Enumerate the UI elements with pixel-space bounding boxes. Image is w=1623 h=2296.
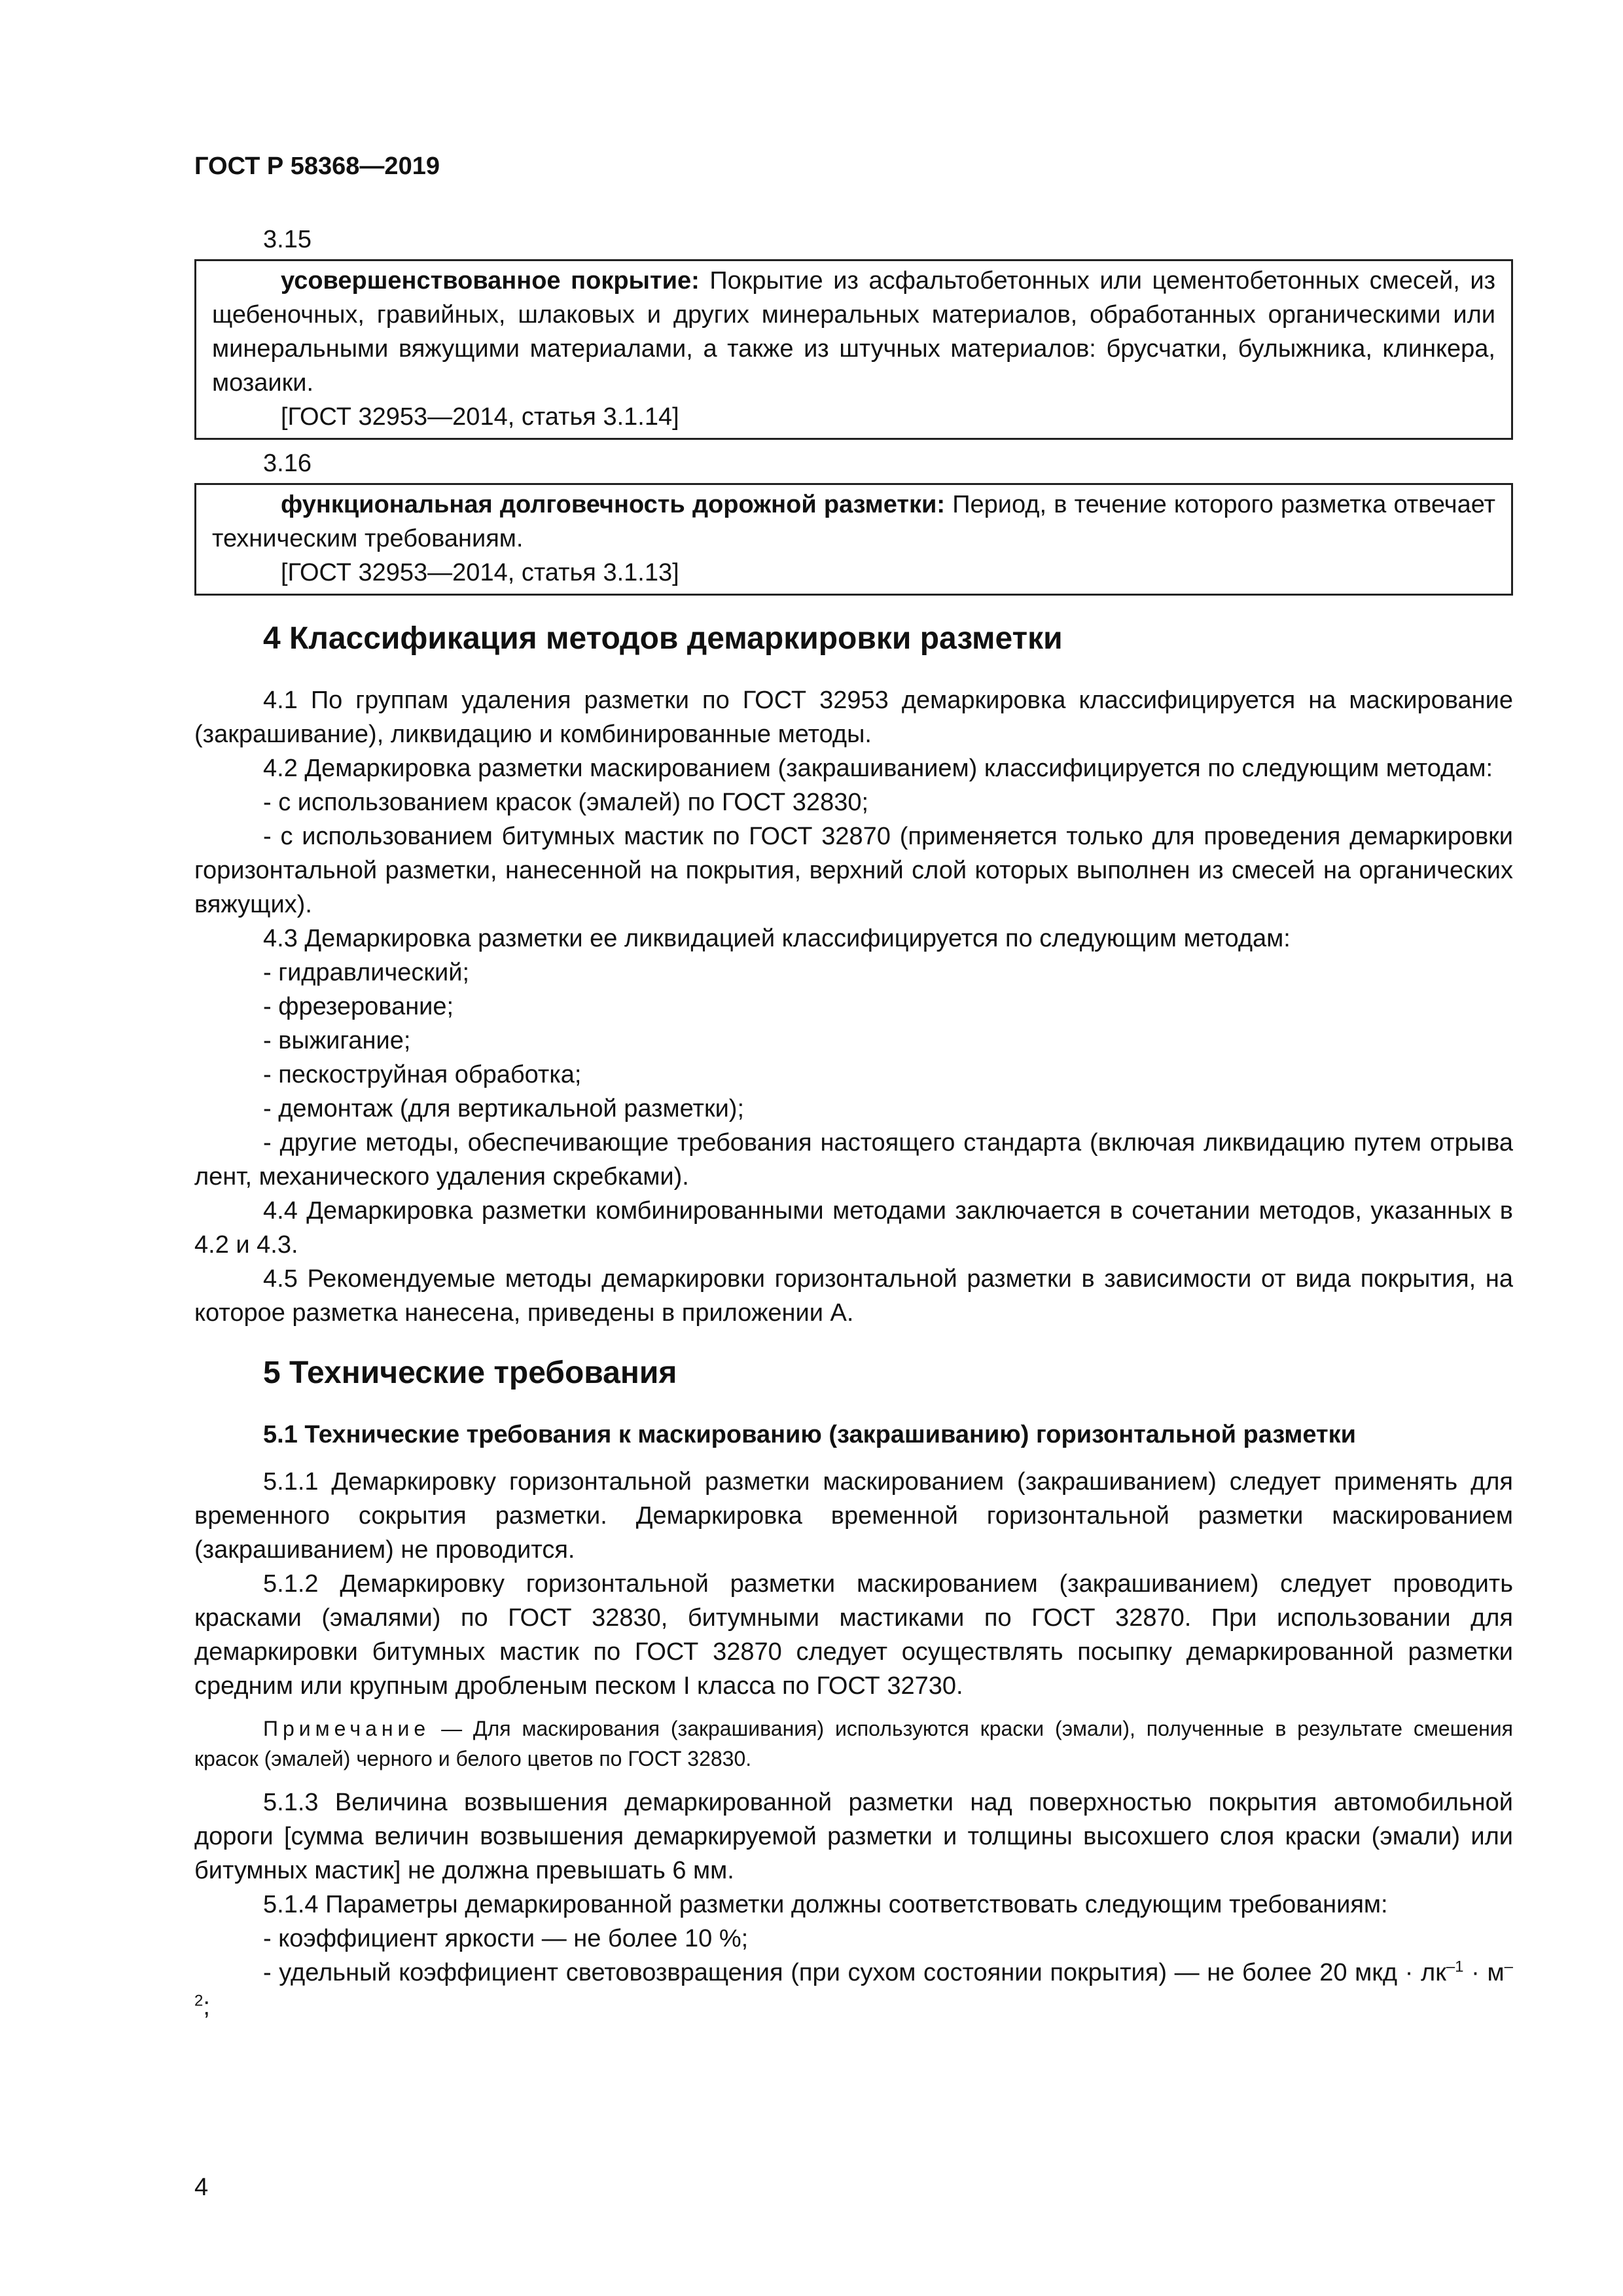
note	[194, 1713, 1513, 1774]
subsection-heading: 5.1 Технические требования к маскированию (закрашиванию) горизонтальной разметки	[263, 1421, 1356, 1448]
term-number: 3.16	[263, 450, 312, 477]
superscript: –2	[194, 1958, 1513, 2010]
note-text: — Для маскирования (закрашивания) используются краски (эмали), полученные в результате смешения красок (эмалей) черного и белого цветов по ГОСТ 32830.	[194, 1717, 1513, 1770]
list-item: - с использованием красок (эмалей) по ГОСТ 32830;	[263, 789, 869, 816]
note-label: Примечание	[263, 1717, 431, 1740]
paragraph: 4.2 Демаркировка разметки маскированием (закрашиванием) классифицируется по следующим методам:	[263, 755, 1493, 782]
term-name: усовершенствованное покрытие:	[281, 267, 700, 295]
list-item: - гидравлический;	[263, 959, 470, 986]
list-item: - демонтаж (для вертикальной разметки);	[263, 1095, 745, 1122]
list-item-text: - удельный коэффициент световозвращения (при сухом состоянии покрытия) — не более 20 мкд · лк	[263, 1959, 1446, 1986]
page-body	[194, 223, 1513, 2024]
list-item: - пескоструйная обработка;	[263, 1061, 582, 1088]
paragraph: 5.1.3 Величина возвышения демаркированной разметки над поверхностью покрытия автомобильной дороги [сумма величин возвышения демаркируемой разметки и толщины высохшего слоя краски (эмали) или битумных мастик] не должна превышать 6 мм.	[194, 1789, 1513, 1884]
list-item: - выжигание;	[263, 1027, 411, 1054]
term-definition	[212, 488, 1495, 556]
list-item-text: · м	[1463, 1959, 1505, 1986]
list-item: - коэффициент яркости — не более 10 %;	[263, 1925, 749, 1952]
paragraph: 5.1.2 Демаркировку горизонтальной разметки маскированием (закрашиванием) следует проводить красками (эмалями) по ГОСТ 32830, битумными мастиками по ГОСТ 32870. При использовании для демаркировки битумных мастик по ГОСТ 32870 следует осуществлять посыпку демаркированной разметки средним или крупным дробленым песком I класса по ГОСТ 32730.	[194, 1570, 1513, 1700]
superscript: –1	[1446, 1958, 1464, 1976]
term-definition	[212, 264, 1495, 400]
section-heading: 5 Технические требования	[263, 1355, 677, 1390]
term-source: [ГОСТ 32953—2014, статья 3.1.13]	[281, 559, 679, 586]
section-heading: 4 Классификация методов демаркировки разметки	[263, 621, 1063, 656]
paragraph: 4.5 Рекомендуемые методы демаркировки горизонтальной разметки в зависимости от вида покрытия, на которое разметка нанесена, приведены в приложении А.	[194, 1265, 1513, 1327]
list-item: - с использованием битумных мастик по ГОСТ 32870 (применяется только для проведения демаркировки горизонтальной разметки, нанесенной на покрытия, верхний слой которых выполнен из смесей на органических вяжущих).	[194, 823, 1513, 918]
page-number: 4	[194, 2174, 209, 2201]
term-definition-box	[194, 483, 1513, 596]
term-name: функциональная долговечность дорожной разметки:	[281, 491, 946, 518]
paragraph: 4.3 Демаркировка разметки ее ликвидацией классифицируется по следующим методам:	[263, 925, 1291, 952]
paragraph: 4.4 Демаркировка разметки комбинированными методами заключается в сочетании методов, указанных в 4.2 и 4.3.	[194, 1197, 1513, 1259]
term-text: Период, в течение которого разметка отвечает техническим требованиям.	[212, 491, 1496, 552]
document-header: ГОСТ Р 58368—2019	[194, 152, 440, 180]
term-definition-box	[194, 259, 1513, 440]
list-item	[194, 1956, 1513, 2024]
list-item-text: ;	[203, 1993, 210, 2020]
term-source: [ГОСТ 32953—2014, статья 3.1.14]	[281, 403, 679, 431]
term-text: Покрытие из асфальтобетонных или цементобетонных смесей, из щебеночных, гравийных, шлаковых и других минеральных материалов, обработанных органическими или минеральными вяжущими материалами, а также из штучных материалов: брусчатки, булыжника, клинкера, мозаики.	[212, 267, 1496, 397]
paragraph: 5.1.4 Параметры демаркированной разметки должны соответствовать следующим требованиям:	[263, 1891, 1388, 1918]
list-item: - другие методы, обеспечивающие требования настоящего стандарта (включая ликвидацию путем отрыва лент, механического удаления скребками).	[194, 1129, 1513, 1191]
list-item: - фрезерование;	[263, 993, 454, 1020]
paragraph: 5.1.1 Демаркировку горизонтальной разметки маскированием (закрашиванием) следует применять для временного сокрытия разметки. Демаркировка временной горизонтальной разметки маскированием (закрашиванием) не проводится.	[194, 1468, 1513, 1564]
paragraph: 4.1 По группам удаления разметки по ГОСТ 32953 демаркировка классифицируется на маскирование (закрашивание), ликвидацию и комбинированные методы.	[194, 687, 1513, 748]
term-number: 3.15	[263, 226, 312, 253]
